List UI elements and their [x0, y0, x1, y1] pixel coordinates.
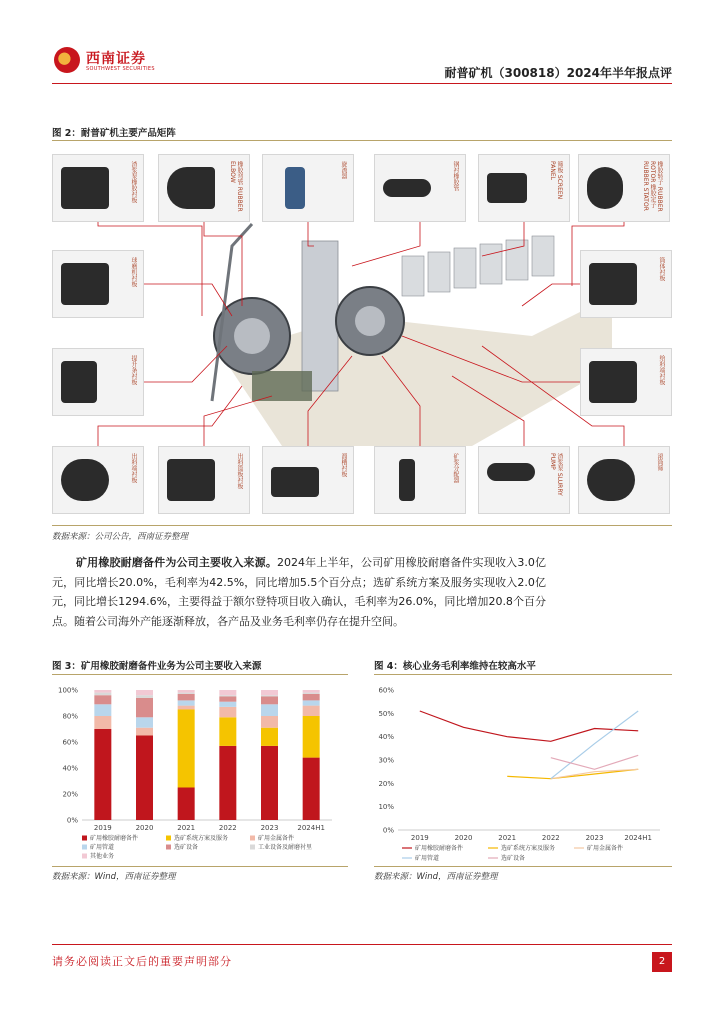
- product-label: 渣浆泵 SLURRY PUMP: [549, 453, 563, 496]
- feed-end-liner-icon: [589, 361, 637, 403]
- x-tick-label: 2020: [135, 824, 154, 832]
- y-tick-label: 0%: [66, 816, 78, 825]
- product-card-chute-liner: [262, 446, 354, 514]
- y-tick-label: 40%: [378, 733, 394, 742]
- bar-segment: [303, 690, 320, 693]
- bar-segment: [261, 716, 278, 728]
- x-tick-label: 2023: [260, 824, 279, 832]
- body-paragraph: [52, 553, 546, 631]
- bar-segment: [178, 694, 195, 701]
- product-label: 橡胶弯管 RUBBER ELBOW: [229, 161, 243, 212]
- y-tick-label: 20%: [62, 790, 78, 799]
- legend-label: 选矿系统方案及服务: [501, 845, 556, 852]
- legend-swatch: [82, 836, 87, 841]
- legend-swatch: [250, 845, 255, 850]
- product-card-rubber-rotor-stator: [578, 154, 670, 222]
- chute-liner-icon: [271, 467, 319, 497]
- slurry-distributor-icon: [399, 459, 415, 501]
- legend-label: 矿用橡胶耐磨备件: [415, 845, 464, 852]
- legend-label: 矿用管道: [415, 855, 440, 862]
- lifter-liner-icon: [61, 361, 97, 403]
- y-tick-label: 40%: [62, 764, 78, 773]
- legend-label: 其他业务: [90, 853, 115, 860]
- bar-segment: [136, 695, 153, 698]
- bar-segment: [178, 710, 195, 788]
- series-line: [420, 711, 638, 741]
- bar-segment: [178, 700, 195, 705]
- legend-swatch: [250, 836, 255, 841]
- y-tick-label: 80%: [62, 712, 78, 721]
- y-tick-label: 60%: [378, 686, 394, 695]
- plant-illustration: [212, 224, 612, 446]
- logo-en-text: SOUTHWEST SECURITIES: [86, 66, 155, 72]
- bar-segment: [303, 693, 320, 694]
- y-tick-label: 0%: [382, 826, 394, 835]
- series-line: [551, 711, 638, 779]
- x-tick-label: 2022: [218, 824, 237, 832]
- bar-segment: [219, 702, 236, 707]
- bar-segment: [261, 746, 278, 820]
- figure4-chart-svg: [374, 678, 672, 864]
- grate-liner-icon: [167, 459, 215, 501]
- x-tick-label: 2021: [177, 824, 196, 832]
- trommel-screen-icon: [587, 459, 635, 501]
- product-label: 提升条衬板: [130, 355, 137, 385]
- product-card-pump-liner: [52, 154, 144, 222]
- bar-segment: [94, 729, 111, 820]
- bar-segment: [261, 728, 278, 746]
- product-card-lifter-liner: [52, 348, 144, 416]
- figure4-title-rule: [374, 674, 672, 675]
- legend-swatch: [82, 845, 87, 850]
- bar-segment: [261, 690, 278, 695]
- x-tick-label: 2019: [93, 824, 112, 832]
- ball-mill-liner-icon: [61, 263, 109, 305]
- bar-segment: [94, 690, 111, 693]
- product-card-screen-panel: [478, 154, 570, 222]
- bar-segment: [94, 716, 111, 729]
- figure3-title-rule: [52, 674, 348, 675]
- bar-segment: [261, 704, 278, 716]
- southwest-securities-logo: [52, 42, 172, 78]
- product-label: 矿浆分配器: [452, 453, 459, 483]
- product-card-feed-end-liner: [580, 348, 672, 416]
- slurry-pump-icon: [487, 463, 535, 481]
- legend-label: 矿用橡胶耐磨备件: [90, 835, 139, 842]
- x-tick-label: 2020: [454, 834, 473, 842]
- y-tick-label: 10%: [378, 803, 394, 812]
- screen-panel-icon: [487, 173, 527, 203]
- y-tick-label: 50%: [378, 709, 394, 718]
- page-header: [52, 42, 672, 86]
- legend-label: 选矿系统方案及服务: [174, 835, 229, 842]
- figure4-title: 图 4：核心业务毛利率维持在较高水平: [374, 661, 536, 672]
- product-card-slurry-pump: [478, 446, 570, 514]
- legend-label: 选矿设备: [501, 855, 526, 862]
- product-label: 渣浆泵橡胶衬板: [130, 161, 137, 203]
- legend-label: 矿用金属备件: [587, 845, 624, 852]
- header-divider: [52, 83, 672, 84]
- product-label: 滚筒筛: [656, 453, 663, 471]
- y-tick-label: 100%: [57, 686, 78, 695]
- bar-segment: [136, 728, 153, 736]
- x-tick-label: 2024H1: [624, 834, 652, 842]
- bar-segment: [261, 695, 278, 696]
- x-tick-label: 2022: [541, 834, 560, 842]
- product-label: 溜槽衬板: [340, 453, 347, 477]
- product-label: 出料篦板衬板: [236, 453, 243, 489]
- bar-segment: [178, 693, 195, 694]
- product-card-grate-liner: [158, 446, 250, 514]
- product-label: 旋流器: [340, 161, 347, 179]
- bar-segment: [178, 788, 195, 821]
- figure2-title: 图 2：耐普矿机主要产品矩阵: [52, 128, 176, 139]
- bar-segment: [219, 717, 236, 746]
- bar-segment: [219, 690, 236, 695]
- x-tick-label: 2019: [410, 834, 429, 842]
- bar-segment: [178, 706, 195, 710]
- paragraph-lead: 矿用橡胶耐磨备件为公司主要收入来源。: [76, 556, 277, 569]
- legend-swatch: [82, 854, 87, 859]
- product-label: 球磨机衬板: [130, 257, 137, 287]
- figure2-title-rule: [52, 140, 672, 141]
- y-tick-label: 20%: [378, 779, 394, 788]
- hydrocyclone-icon: [285, 167, 305, 209]
- product-label: 筒体衬板: [658, 257, 665, 281]
- logo-emblem-icon: [54, 47, 80, 73]
- legend-label: 选矿设备: [174, 844, 199, 851]
- x-tick-label: 2021: [498, 834, 517, 842]
- product-label: 给料端衬板: [658, 355, 665, 385]
- bar-segment: [136, 690, 153, 695]
- legend-swatch: [166, 836, 171, 841]
- product-card-rubber-elbow: [158, 154, 250, 222]
- figure4-bottom-rule: [374, 866, 672, 867]
- product-card-trommel-screen: [578, 446, 670, 514]
- bar-segment: [136, 736, 153, 821]
- product-card-shell-liner: [580, 250, 672, 318]
- figure3-title: 图 3：矿用橡胶耐磨备件业务为公司主要收入来源: [52, 661, 262, 672]
- bar-segment: [136, 717, 153, 727]
- rubber-rotor-icon: [587, 167, 623, 209]
- figure4-source: 数据来源：Wind，西南证券整理: [374, 872, 498, 882]
- product-card-slurry-distributor: [374, 446, 466, 514]
- page-number: 2: [652, 952, 672, 972]
- legend-swatch: [166, 845, 171, 850]
- figure2-bottom-rule: [52, 525, 672, 526]
- report-title: 耐普矿机（300818）2024年半年报点评: [444, 66, 672, 80]
- bar-segment: [303, 694, 320, 701]
- bar-segment: [219, 746, 236, 820]
- footer-divider: [52, 944, 672, 945]
- bar-segment: [136, 698, 153, 718]
- bar-segment: [94, 695, 111, 704]
- y-tick-label: 30%: [378, 756, 394, 765]
- bar-segment: [219, 695, 236, 696]
- series-line: [551, 755, 638, 769]
- bar-segment: [94, 693, 111, 696]
- bar-segment: [261, 697, 278, 705]
- product-label: 钢衬橡胶管: [452, 161, 459, 191]
- bar-segment: [178, 690, 195, 693]
- product-label: 筛板 SCREEN PANEL: [549, 161, 563, 200]
- product-card-hydrocyclone: [262, 154, 354, 222]
- figure3-chart: [52, 678, 348, 864]
- y-tick-label: 60%: [62, 738, 78, 747]
- bar-segment: [94, 704, 111, 716]
- figure3-source: 数据来源：Wind，西南证券整理: [52, 872, 176, 882]
- steel-lined-pipe-icon: [383, 179, 431, 197]
- x-tick-label: 2024H1: [297, 824, 325, 832]
- bar-segment: [303, 758, 320, 820]
- product-card-steel-lined-pipe: [374, 154, 466, 222]
- product-matrix: [52, 146, 672, 518]
- legend-label: 工业设备及耐磨衬里: [258, 844, 313, 851]
- logo-cn-text: 西南证券: [86, 51, 146, 67]
- footer-disclaimer: 请务必阅读正文后的重要声明部分: [52, 955, 232, 968]
- product-card-ball-mill-liner: [52, 250, 144, 318]
- bar-segment: [303, 700, 320, 705]
- bar-segment: [219, 697, 236, 702]
- bar-segment: [219, 707, 236, 717]
- figure4-chart: [374, 678, 672, 864]
- paragraph-body: 2024年上半年，公司矿用橡胶耐磨备件实现收入3.0亿元，同比增长20.0%，毛利率为42.5%，同比增加5.5个百分点；选矿系统方案及服务实现收入2.0亿元，同比增长1294.6%，主要得益于额尔登特项目收入确认，毛利率为26.0%，同比增加20.8个百分点。随着公司海外产能逐渐释放，各产品及业务毛利率仍存在提升空间。: [52, 556, 546, 628]
- discharge-end-liner-icon: [61, 459, 109, 501]
- x-tick-label: 2023: [585, 834, 604, 842]
- bar-segment: [303, 706, 320, 716]
- bar-segment: [303, 716, 320, 758]
- product-label: 出料端衬板: [130, 453, 137, 483]
- legend-label: 矿用金属备件: [258, 835, 295, 842]
- figure2-source: 数据来源：公司公告，西南证券整理: [52, 532, 189, 542]
- product-label: 橡胶转子 RUBBER ROTOR 橡胶定子 RUBBER STATOR: [642, 161, 663, 212]
- legend-label: 矿用管道: [90, 844, 115, 851]
- product-card-discharge-end-liner: [52, 446, 144, 514]
- shell-liner-icon: [589, 263, 637, 305]
- rubber-elbow-icon: [167, 167, 215, 209]
- figure3-chart-svg: [52, 678, 348, 864]
- pump-liner-icon: [61, 167, 109, 209]
- figure3-bottom-rule: [52, 866, 348, 867]
